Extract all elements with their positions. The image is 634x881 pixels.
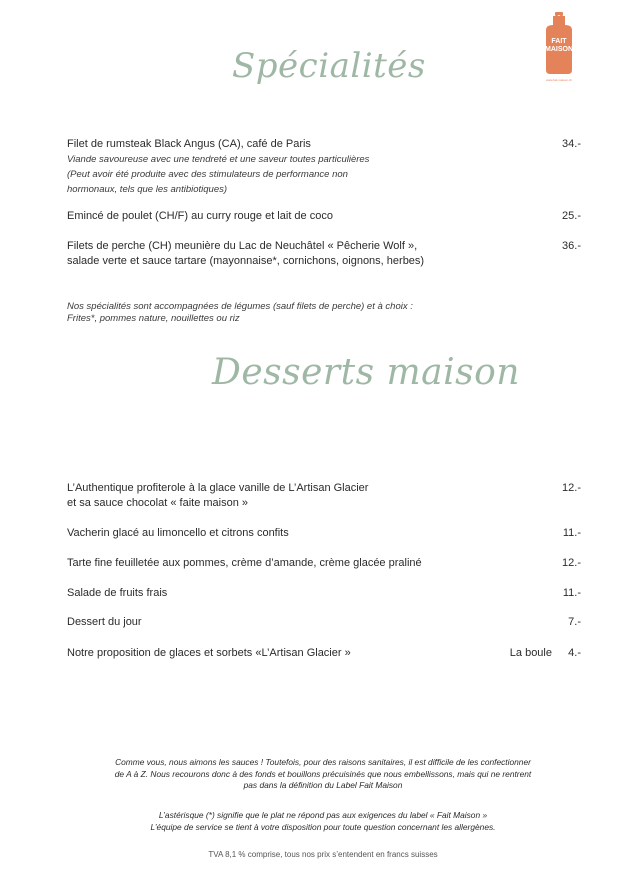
item-price: 25.- [562,210,581,222]
menu-item-perche [67,239,581,269]
item-name: Emincé de poulet (CH/F) au curry rouge et lait de coco [67,210,333,222]
note-line: Nos spécialités sont accompagnées de légumes (sauf filets de perche) et à choix : [67,301,413,312]
item-description: (Peut avoir été produite avec des stimulateurs de performance non [67,169,348,180]
item-price: 4.- [568,647,581,659]
item-description: Viande savoureuse avec une tendreté et une saveur toutes particulières [67,154,370,165]
note-line: Frites*, pommes nature, nouillettes ou riz [67,312,240,324]
disclaimer-line: Comme vous, nous aimons les sauces ! Toutefois, pour des raisons sanitaires, il est difficile de les confectionner [115,757,531,767]
item-price: 7.- [568,616,581,628]
item-name-line2: et sa sauce chocolat « faite maison » [67,497,248,509]
item-price: 11.- [562,527,581,539]
item-name-line2: salade verte et sauce tartare (mayonnaise*, cornichons, oignons, herbes) [67,255,425,267]
allergen-line: L’équipe de service se tient à votre disposition pour toute question concernant les allergènes. [150,821,496,832]
item-name: L’Authentique profiterole à la glace vanille de L’Artisan Glacier [67,482,369,494]
logo-text-line2: MAISON [545,46,573,53]
logo-url: www.fait-maison.ch [546,78,572,82]
menu-item-vacherin [67,526,581,541]
menu-item-tarte [67,556,581,571]
specialites-heading: Spécialités [232,46,426,86]
item-description: hormonaux, tels que les antibiotiques) [67,184,228,195]
menu-item-glaces [67,646,581,661]
specialites-note [67,301,487,324]
menu-item-poulet [67,209,581,224]
logo-label [542,38,576,54]
item-name: Dessert du jour [67,616,142,628]
item-name: Notre proposition de glaces et sorbets «L’Artisan Glacier » [67,647,351,659]
item-name: Filets de perche (CH) meunière du Lac de Neuchâtel « Pêcherie Wolf », [67,240,418,252]
item-unit-label: La boule [509,647,552,659]
item-price: 12.- [562,482,581,494]
fait-maison-logo [542,12,576,82]
logo-text-line1: FAIT [551,38,567,45]
item-name: Salade de fruits frais [67,587,168,599]
disclaimer-line: de A à Z. Nous recourons donc à des fonds et bouillons précuisinés que nous embellissons, mais qui ne rentrent [114,768,532,779]
item-name: Filet de rumsteak Black Angus (CA), café de Paris [67,138,311,150]
desserts-heading: Desserts maison [212,352,520,393]
item-price: 11.- [562,587,581,599]
menu-item-dessert-du-jour [67,615,581,630]
item-price: 36.- [562,240,581,252]
item-price: 12.- [562,557,581,569]
sauces-disclaimer [60,757,586,792]
item-name: Vacherin glacé au limoncello et citrons confits [67,527,289,539]
label-disclaimer [60,810,586,833]
menu-item-profiterole [67,481,581,511]
tva-notice: TVA 8,1 % comprise, tous nos prix s’entendent en francs suisses [208,850,438,859]
menu-item-salade-fruits [67,586,581,601]
item-name: Tarte fine feuilletée aux pommes, crème d’amande, crème glacée praliné [67,557,422,569]
disclaimer-line: pas dans la définition du Label Fait Maison [243,780,403,790]
item-price: 34.- [562,138,581,150]
menu-item-rumsteak [67,137,581,197]
asterisk-line: L’astérisque (*) signifie que le plat ne répond pas aux exigences du label « Fait Maison » [158,810,488,820]
